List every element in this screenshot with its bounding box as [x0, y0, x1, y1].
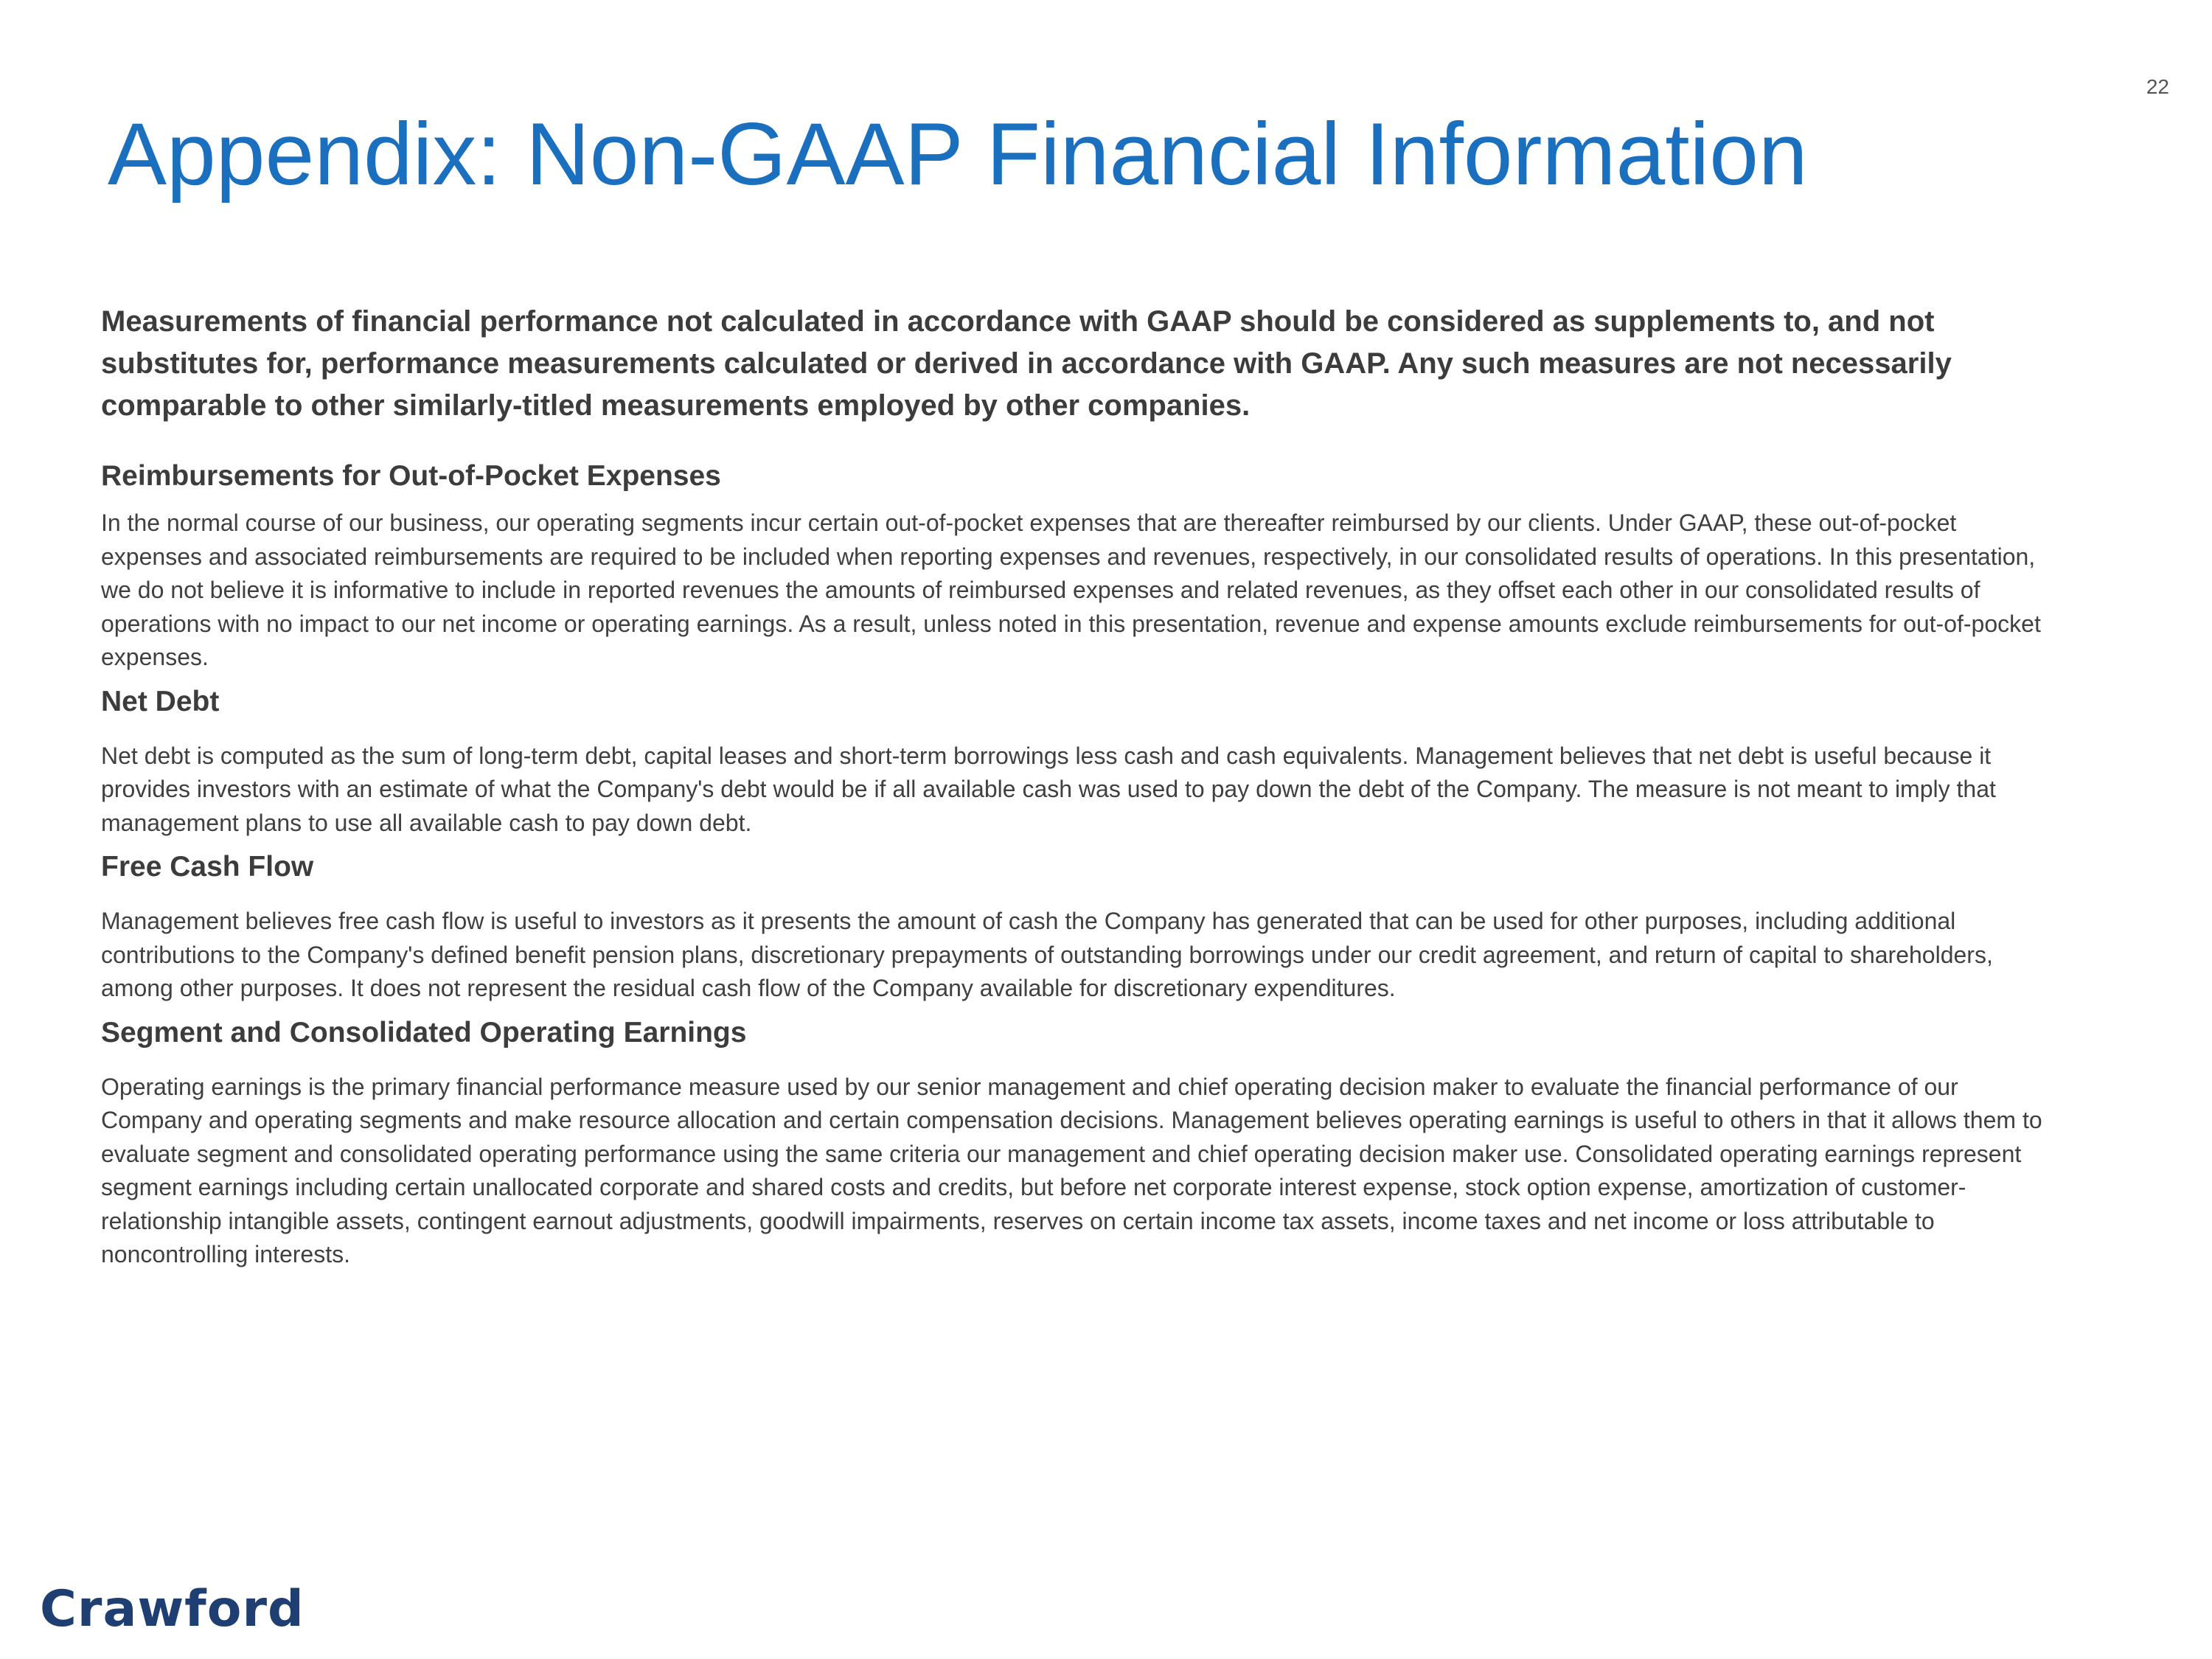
- page-number: 22: [2146, 75, 2169, 98]
- section-body: In the normal course of our business, our operating segments incur certain out-of-pocket expenses that are thereafter reimbursed by our clients. Under GAAP, these out-of-pocket expenses and associated reimbursements are required to be included when reporting expenses and revenues, respectively, in our consolidated results of operations. In this presentation, we do not believe it is informative to include in reported revenues the amounts of reimbursed expenses and related revenues, as they offset each other in our consolidated results of operations with no impact to our net income or operating earnings. As a result, unless noted in this presentation, revenue and expense amounts exclude reimbursements for out-of-pocket expenses.: [101, 509, 2041, 670]
- section-body: Management believes free cash flow is useful to investors as it presents the amount of cash the Company has generated that can be used for other purposes, including additional contributions to the Company's defined benefit pension plans, discretionary prepayments of outstanding borrowings under our credit agreement, and return of capital to shareholders, among other purposes. It does not represent the residual cash flow of the Company available for discretionary expenditures.: [101, 908, 1993, 1001]
- section-reimbursements: [101, 458, 2055, 675]
- crawford-logo: Crawford: [40, 1580, 305, 1638]
- section-net-debt: [101, 684, 2055, 841]
- page-title: Appendix: Non-GAAP Financial Information: [108, 105, 1808, 204]
- section-body: Operating earnings is the primary financial performance measure used by our senior management and chief operating decision maker to evaluate the financial performance of our Company and operating segments and make resource allocation and certain compensation decisions. Management believes operating earnings is useful to others in that it allows them to evaluate segment and consolidated operating performance using the same criteria our management and chief operating decision maker use. Consolidated operating earnings represent segment earnings including certain unallocated corporate and shared costs and credits, but before net corporate interest expense, stock option expense, amortization of customer-relationship intangible assets, contingent earnout adjustments, goodwill impairments, reserves on certain income tax assets, income taxes and net income or loss attributable to noncontrolling interests.: [101, 1073, 2042, 1267]
- section-heading: Net Debt: [101, 685, 220, 717]
- document-body: [101, 301, 2055, 1272]
- section-free-cash-flow: [101, 849, 2055, 1006]
- section-body: Net debt is computed as the sum of long-term debt, capital leases and short-term borrowings less cash and cash equivalents. Management believes that net debt is useful because it provides investors with an estimate of what the Company's debt would be if all available cash was used to pay down the debt of the Company. The measure is not meant to imply that management plans to use all available cash to pay down debt.: [101, 742, 1996, 836]
- intro-paragraph: Measurements of financial performance not calculated in accordance with GAAP should be considered as supplements to, and not substitutes for, performance measurements calculated or derived in accordance with GAAP. Any such measures are not necessarily comparable to other similarly-titled measurements employed by other companies.: [101, 305, 1952, 422]
- section-heading: Free Cash Flow: [101, 851, 314, 883]
- section-heading: Segment and Consolidated Operating Earnings: [101, 1016, 747, 1048]
- section-heading: Reimbursements for Out-of-Pocket Expenses: [101, 460, 721, 492]
- section-operating-earnings: [101, 1015, 2055, 1272]
